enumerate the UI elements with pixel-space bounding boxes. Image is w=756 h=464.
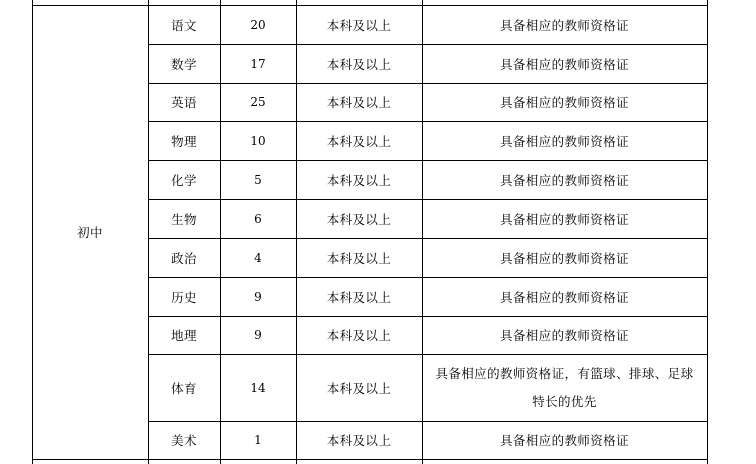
requirement-cell: 具备相应的教师资格证 xyxy=(499,172,629,188)
requirement-cell: 具备相应的教师资格证 xyxy=(499,433,629,448)
subject-cell: 化学 xyxy=(171,172,197,188)
count-cell: 20 xyxy=(250,17,266,32)
education-cell: 本科及以上 xyxy=(326,133,392,149)
subject-cell: 历史 xyxy=(171,289,197,305)
count-cell: 10 xyxy=(250,133,266,148)
education-cell: 本科及以上 xyxy=(326,289,392,305)
count-cell: 14 xyxy=(250,380,266,395)
requirement-cell: 具备相应的教师资格证 xyxy=(499,95,629,110)
requirement-cell: 具备相应的教师资格证 xyxy=(499,133,629,149)
subject-cell: 政治 xyxy=(171,250,197,266)
requirement-cell: 具备相应的教师资格证 xyxy=(499,17,629,33)
subject-cell: 体育 xyxy=(171,380,197,396)
subject-cell: 物理 xyxy=(171,133,197,149)
education-cell: 本科及以上 xyxy=(326,172,392,188)
education-cell: 本科及以上 xyxy=(326,95,392,110)
requirement-cell: 具备相应的教师资格证 xyxy=(499,56,629,72)
requirement-cell: 具备相应的教师资格证 xyxy=(499,211,629,227)
education-cell: 本科及以上 xyxy=(326,211,392,227)
col-line xyxy=(707,0,708,464)
requirement-cell: 具备相应的教师资格证，有篮球、排球、足球特长的优先 xyxy=(435,365,694,409)
subject-cell: 数学 xyxy=(171,56,197,72)
subject-cell: 生物 xyxy=(171,211,197,227)
count-cell: 4 xyxy=(254,250,262,265)
requirement-cell: 具备相应的教师资格证 xyxy=(499,250,629,266)
level-cell: 初中 xyxy=(77,225,103,240)
education-cell: 本科及以上 xyxy=(326,56,392,72)
subject-cell: 美术 xyxy=(171,433,197,448)
requirement-cell: 具备相应的教师资格证 xyxy=(499,289,629,305)
count-cell: 5 xyxy=(254,172,262,187)
subject-cell: 英语 xyxy=(171,95,197,110)
education-cell: 本科及以上 xyxy=(326,380,392,396)
count-cell: 25 xyxy=(250,95,266,109)
count-cell: 9 xyxy=(254,289,262,304)
count-cell: 17 xyxy=(250,56,266,71)
education-cell: 本科及以上 xyxy=(326,17,392,33)
education-cell: 本科及以上 xyxy=(326,433,392,448)
requirement-cell: 具备相应的教师资格证 xyxy=(499,328,629,343)
count-cell: 6 xyxy=(254,211,262,226)
subject-cell: 地理 xyxy=(171,328,197,343)
count-cell: 1 xyxy=(254,433,262,447)
education-cell: 本科及以上 xyxy=(326,250,392,266)
row-line xyxy=(32,459,707,460)
count-cell: 9 xyxy=(254,328,262,342)
education-cell: 本科及以上 xyxy=(326,328,392,343)
subject-cell: 语文 xyxy=(171,17,197,33)
